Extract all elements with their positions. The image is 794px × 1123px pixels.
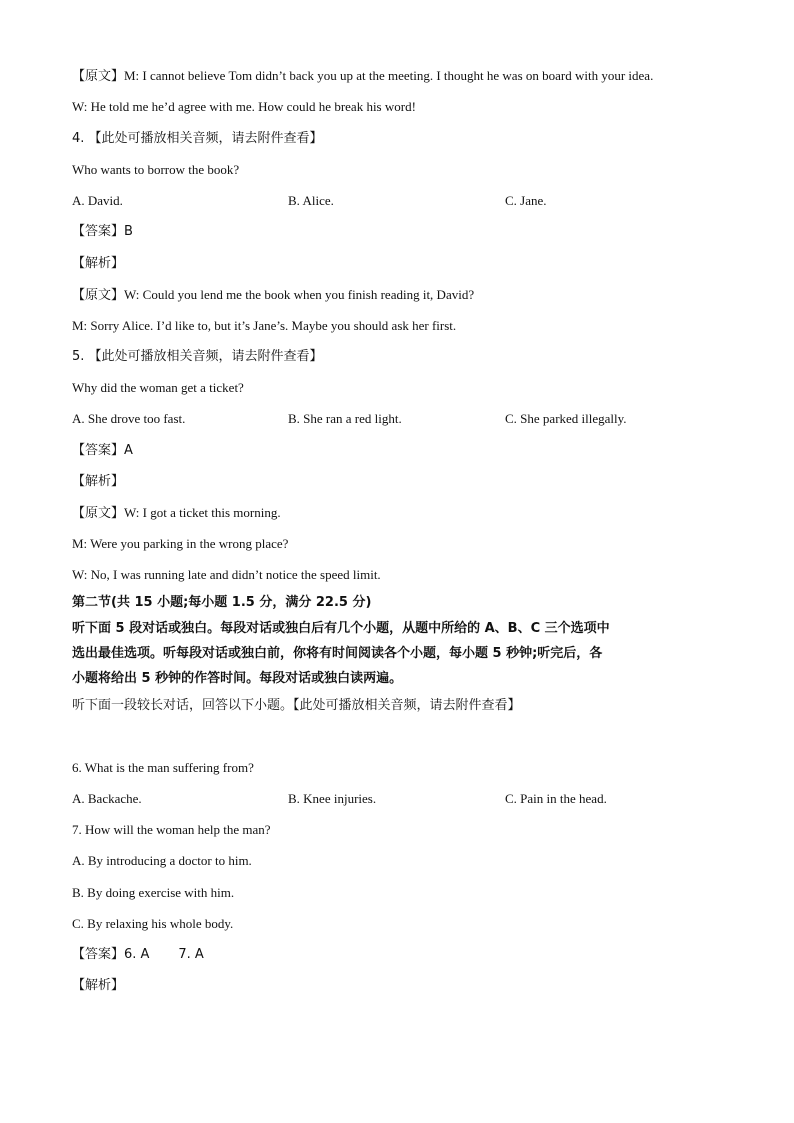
original-text-line: 【原文】M: I cannot believe Tom didn’t back you up at the meeting. I thought he was on board with your idea.	[72, 68, 654, 83]
q7-option-a: A. By introducing a doctor to him.	[72, 853, 252, 868]
q5-original-3: W: No, I was running late and didn’t notice the speed limit.	[72, 567, 381, 582]
question-5-header: 5. 【此处可播放相关音频，请去附件查看】	[72, 349, 323, 364]
q4-option-b: B. Alice.	[288, 193, 334, 208]
section-2-instruction-3: 小题将给出 5 秒钟的作答时间。每段对话或独白读两遍。	[72, 671, 403, 686]
q4-answer: 【答案】B	[72, 224, 133, 239]
q5-analysis: 【解析】	[72, 474, 125, 489]
q6-7-analysis: 【解析】	[72, 978, 125, 993]
q6-option-c: C. Pain in the head.	[505, 791, 607, 806]
section-2-instruction-2: 选出最佳选项。听每段对话或独白前，你将有时间阅读各个小题，每小题 5 秒钟;听完后，各	[72, 646, 603, 661]
q5-original-1: 【原文】W: I got a ticket this morning.	[72, 505, 281, 520]
question-4-header: 4. 【此处可播放相关音频，请去附件查看】	[72, 131, 323, 146]
question-7-text: 7. How will the woman help the man?	[72, 822, 271, 837]
q4-original-1: 【原文】W: Could you lend me the book when you finish reading it, David?	[72, 287, 475, 302]
section-2-title: 第二节(共 15 小题;每小题 1.5 分，满分 22.5 分)	[72, 595, 372, 610]
q4-option-a: A. David.	[72, 193, 123, 208]
dialogue-line: W: He told me he’d agree with me. How could he break his word!	[72, 99, 416, 114]
q4-option-c: C. Jane.	[505, 193, 547, 208]
section-2-instruction-1: 听下面 5 段对话或独白。每段对话或独白后有几个小题，从题中所给的 A、B、C 三个选项中	[72, 621, 610, 636]
q5-original-2: M: Were you parking in the wrong place?	[72, 536, 289, 551]
q5-option-b: B. She ran a red light.	[288, 411, 402, 426]
q4-analysis: 【解析】	[72, 256, 125, 271]
q7-option-b: B. By doing exercise with him.	[72, 885, 235, 900]
q6-option-b: B. Knee injuries.	[288, 791, 377, 806]
q4-original-2: M: Sorry Alice. I’d like to, but it’s Jane’s. Maybe you should ask her first.	[72, 318, 457, 333]
q5-answer: 【答案】A	[72, 443, 133, 458]
question-4-text: Who wants to borrow the book?	[72, 162, 240, 177]
question-5-text: Why did the woman get a ticket?	[72, 380, 244, 395]
section-2-listen-note: 听下面一段较长对话，回答以下小题。【此处可播放相关音频，请去附件查看】	[72, 698, 521, 713]
q5-option-a: A. She drove too fast.	[72, 411, 186, 426]
question-6-text: 6. What is the man suffering from?	[72, 760, 254, 775]
q6-option-a: A. Backache.	[72, 791, 142, 806]
q6-7-answer: 【答案】6. A 7. A	[72, 947, 204, 962]
q5-option-c: C. She parked illegally.	[505, 411, 627, 426]
q7-option-c: C. By relaxing his whole body.	[72, 916, 234, 931]
